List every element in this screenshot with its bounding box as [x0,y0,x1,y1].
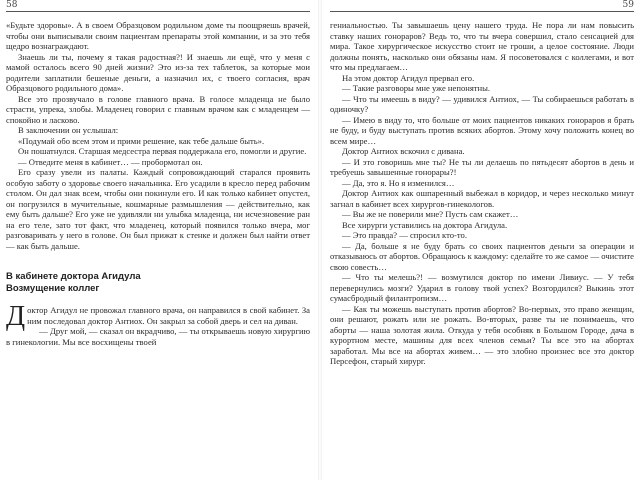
right-page-number: 59 [330,0,634,12]
paragraph: — Отведите меня в кабинет… — пробормотал он. [18,156,203,167]
paragraph: Доктор Антиох вскочил с дивана. [342,146,465,156]
chapter-heading [6,271,310,295]
paragraph: — Да, больше я не буду брать со своих пациентов деньги за операции и отказываюсь от абортов. Обращаюсь к каждому: сделайте то же самое — очистите свою совесть… [330,240,634,272]
right-page-text [330,20,634,367]
paragraph: Он пошатнулся. Старшая медсестра первая поддержала его, помогли и другие. [18,146,307,156]
paragraph: — Вы же не поверили мне? Пусть сам скажет… [342,209,519,219]
paragraph: — Такие разговоры мне уже непонятны. [342,83,491,93]
left-page-text [6,20,310,347]
paragraph: «Будьте здоровы». А в своем Образцовом родильном доме ты поощряешь врачей, чтобы они выписывали своим пациентам препараты этой компании, и за это тебя щедро вознаграждают. [6,20,310,51]
paragraph: — Что ты имеешь в виду? — удивился Антиох, — Ты собираешься работать в одиночку? [330,93,634,114]
paragraph: Все это прозвучало в голове главного врача. В голосе младенца не было страсти, упрека, злобы. Младенец говорил с главным врачом как с младенцем — спокойно и ласково. [6,93,310,125]
paragraph: гениальностью. Ты завышаешь цену нашего труда. Не пора ли нам повысить ставку наших гонораров? Ведь то, что ты вчера совершил, стало сенсацией для мира. Такое хирургическое искусство стоит не гроши, а целое состояние. Люди должны понять, насколько они обязаны нам. Я посоветовался с коллегами, и вот что мы предлагаем… [330,20,634,72]
paragraph: Все хирурги уставились на доктора Агидула. [342,219,508,230]
paragraph: На этом доктор Агидул прервал его. [342,72,475,83]
drop-cap-paragraph [6,301,310,332]
chapter-title: В кабинете доктора Агидула [6,271,141,282]
paragraph: — Да, это я. Но я изменился… [342,177,455,188]
left-page-number: 58 [6,0,310,12]
drop-cap-letter: Д [6,301,26,332]
paragraph: В заключении он услышал: [18,125,119,135]
paragraph: Доктор Антиох как ошпаренный выбежал в коридор, и через несколько минут загнал в кабинет всех хирургов-гинекологов. [330,188,634,209]
paragraph: — Имею в виду то, что больше от моих пациентов никаких гонораров я брать не буду, и буду выступать против всяких абортов. Этому хочу положить конец во всем мире… [330,114,634,146]
paragraph: — Это правда? — спросил кто-то. [342,230,467,240]
paragraph: — Как ты можешь выступать против абортов? Во-первых, это право женщин, они решают, рожать или не рожать. Во-вторых, разве ты не понимаешь, что аборты — наша золотая жила. Откуда у тебя особняк в Большом Городе, дача в курортном месте, машины для всех членов семьи? Ты все это на абортах заработал. Мы все на абортах живем… — это злобно произнес все это доктор Персефон, старый хирург. [330,303,634,366]
paragraph: — Друг мой, — сказал он вкрадчиво, — ты открываешь новую хирургию в гинекологии. Мы все восхищены твоей [6,326,310,347]
paragraph: — И это говоришь мне ты? Не ты ли делаешь по пятьдесят абортов в день и требуешь завышенные гонорары?! [330,156,634,177]
chapter-subtitle: Возмущение коллег [6,283,100,294]
paragraph: Его сразу увели из палаты. Каждый сопровождающий старался проявить особую заботу о здоровье своего начальника. Его усадили в кресло перед рабочим столом. Он дал знак всем, чтобы они покинули его. И как только кабинет опустел, он погрузился в мучительные, кошмарные размышления — действительно, как ему быть дальше? Его уже не удивляли ни улыбка младенца, ни исчезновение ран на его теле, зато тот факт, что младенец, который появился только вчера, мог разговаривать у него в голове. Он был прижат к стенке и должен был найти ответ — как быть дальше. [6,167,310,251]
right-page [320,0,640,480]
paragraph: Знаешь ли ты, почему я такая радостная?! И знаешь ли ещё, что у меня с мамой осталось всего 90 дней жизни? Это из-за тех таблеток, за которые мои родители заплатили бешеные деньги, а назначил их, с твоего согласия, врач Образцового родильного дома». [6,51,310,93]
paragraph: «Подумай обо всем этом и прими решение, как тебе дальше быть». [18,135,265,146]
drop-cap-paragraph-text: октор Агидул не провожал главного врача, он направился в свой кабинет. За ним последовал доктор Антиох. Он закрыл за собой дверь и сел на диван. [27,305,310,326]
paragraph: — Что ты мелешь?! — возмутился доктор по имени Ливиус. — У тебя перевернулись мозги? Ударил в голову твой успех? Возгордился? Выкинь этот сумасбродный филантропизм… [330,272,634,303]
